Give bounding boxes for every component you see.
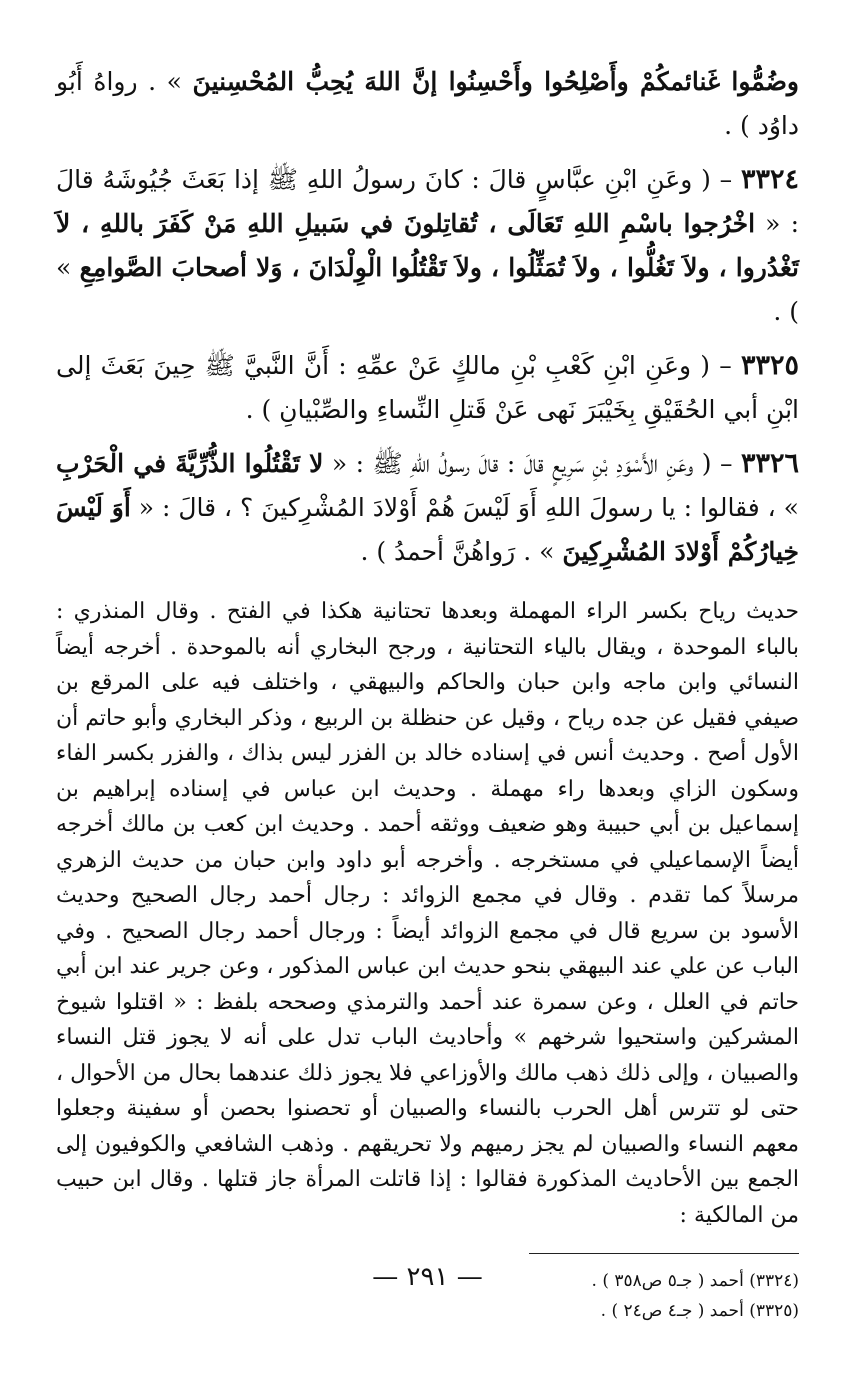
hadith-middle: » ، فقالوا : يا رسولَ اللهِ أَوَ لَيْسَ هُمْ أَوْلادَ المُشْرِكينَ ؟ ، قالَ : « — [138, 493, 799, 522]
hadith-section — [56, 0, 799, 574]
page-number: — ٢٩١ — — [372, 1262, 483, 1292]
hadith-3324 — [56, 158, 799, 334]
hadith-number: ٣٣٢٤ — [740, 164, 799, 195]
hadith-tail: » ) . — [56, 253, 799, 326]
footnote-3325: (٣٣٢٥) أحمد ( جـ٤ ص٢٤ ) . — [600, 1301, 799, 1321]
hadith-text: – ( وعَنِ ابْنِ كَعْبِ بْنِ مالكٍ عَنْ عمِّهِ : أَنَّ النَّبيَّ ﷺ حِينَ بَعَثَ إلى ابْنِ أبي الحُقَيْقِ بِخَيْبَرَ نَهى عَنْ قَتلِ النِّساءِ والصِّبْيانِ ) . — [56, 351, 799, 424]
commentary — [56, 594, 799, 1233]
footnote-3324: (٣٣٢٤) أحمد ( جـ٥ ص٣٥٨ ) . — [591, 1271, 799, 1291]
hadith-3326 — [56, 442, 799, 574]
footnote-divider — [529, 1253, 799, 1254]
hadith-intro: – ( وعَنِ ابْنِ عبَّاسٍ قالَ : كانَ رسولُ اللهِ ﷺ إذا بَعَثَ جُيُوشَهُ قالَ : « — [56, 165, 800, 238]
hadith-matn-bold: اخْرُجوا باسْمِ اللهِ تَعَالَى ، تُقاتِلونَ في سَبيلِ اللهِ مَنْ كَفَرَ باللهِ ، لاَ تَغْدُروا ، ولاَ تَغُلُّوا ، ولاَ تُمَثِّلُوا ، ولاَ تَقْتُلُوا الْوِلْدَانَ ، وَلا أصحابَ الصَّوامِعِ — [56, 209, 799, 282]
hadith-tail: » . رَواهُنَّ أحمدُ ) . — [360, 537, 555, 566]
hadith-continuation-tail: » . رواهُ أَبُو داوُد ) . — [56, 67, 799, 140]
commentary-paragraph: حديث رياح بكسر الراء المهملة وبعدها تحتانية هكذا في الفتح . وقال المنذري : بالباء الموحدة ، ويقال بالياء التحتانية ، ورجح البخاري أنه بالموحدة . أخرجه أيضاً النسائي وابن ماجه وابن حبان والحاكم والبيهقي ، واختلف فيه على المرقع بن صيفي فقيل عن جده رياح ، وقيل عن حنظلة بن الربيع ، وذكر البخاري وأبو حاتم أن الأول أصح . وحديث أنس في إسناده خالد بن الفزر ليس بذاك ، والفزر بكسر الفاء وسكون الزاي وبعدها راء مهملة . وحديث ابن عباس في إسناده إبراهيم بن إسماعيل بن أبي حبيبة وهو ضعيف ووثقه أحمد . وحديث ابن كعب بن مالك أخرجه أيضاً الإسماعيلي في مستخرجه . وأخرجه أبو داود وابن حبان من حديث الزهري مرسلاً كما تقدم . وقال في مجمع الزوائد : رجال أحمد رجال الصحيح وحديث الأسود بن سريع قال في مجمع الزوائد أيضاً : ورجال أحمد رجال الصحيح . وفي الباب عن علي عند البيهقي بنحو حديث ابن عباس المذكور ، وعن جرير عند ابن أبي حاتم في العلل ، وعن سمرة عند أحمد والترمذي وصححه بلفظ : « اقتلوا شيوخ المشركين واستحيوا شرخهم » وأحاديث الباب تدل على أنه لا يجوز قتل النساء والصبيان ، وإلى ذلك ذهب مالك والأوزاعي فلا يجوز ذلك عندهما بحال من الأحوال ، حتى لو تترس أهل الحرب بالنساء والصبيان أو تحصنوا بحصن أو سفينة وجعلوا معهم النساء والصبيان لم يجز رميهم ولا تحريقهم . وذهب الشافعي والكوفيون إلى الجمع بين الأحاديث المذكورة فقالوا : إذا قاتلت المرأة جاز قتلها . وقال ابن حبيب من المالكية : — [55, 599, 799, 1228]
hadith-matn-bold-1: لا تَقْتُلُوا الذُّرِّيَّةَ في الْحَرْبِ — [56, 449, 324, 478]
hadith-continuation — [56, 60, 799, 148]
hadith-number: ٣٣٢٥ — [740, 350, 799, 381]
hadith-continuation-bold: وضُمُّوا غَنائمكُمْ وأَصْلِحُوا وأَحْسِنُوا إنَّ اللهَ يُحِبُّ المُحْسِنينَ — [192, 67, 799, 96]
hadith-3325 — [56, 344, 799, 432]
hadith-matn-bold-2: أَوَ لَيْسَ خِيارُكُمْ أَوْلادَ المُشْرِكِينَ — [56, 493, 799, 566]
hadith-number: ٣٣٢٦ — [741, 448, 800, 479]
hadith-intro: – ( وعَنِ الأَسْوَدِ بْنِ سَرِيعٍ قالَ : قالَ رسولُ اللهِ ﷺ : « — [331, 449, 733, 478]
